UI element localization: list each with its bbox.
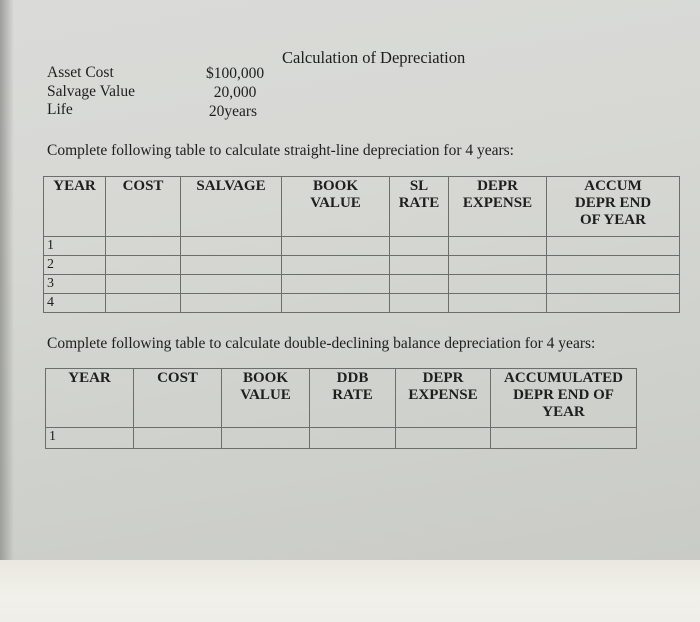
sl-header-sl-rate: SL RATE [390, 177, 449, 237]
life-label: Life [47, 101, 73, 118]
sl-header-salvage: SALVAGE [181, 177, 282, 237]
ddb-header-ddb-rate: DDB RATE [310, 369, 396, 428]
table-cell[interactable] [449, 237, 547, 256]
sl-header-year: YEAR [44, 177, 106, 237]
ddb-header-book-value: BOOK VALUE [222, 369, 310, 428]
table-cell[interactable] [106, 275, 181, 294]
table-cell[interactable] [449, 256, 547, 275]
table-cell[interactable] [310, 428, 396, 449]
table-row [44, 237, 680, 256]
desk-surface [0, 560, 700, 622]
table-cell[interactable] [181, 275, 282, 294]
table-cell[interactable] [181, 237, 282, 256]
salvage-value-value: 20,000 [213, 84, 257, 101]
table-cell[interactable] [547, 256, 680, 275]
table-cell[interactable] [390, 256, 449, 275]
ddb-header-row [46, 369, 637, 428]
asset-cost-label: Asset Cost [47, 64, 114, 81]
table-cell[interactable] [134, 428, 222, 449]
sl-header-book-value: BOOK VALUE [282, 177, 390, 237]
ddb-header-accumulated-depr: ACCUMULATED DEPR END OF YEAR [491, 369, 637, 428]
sl-header-accum-depr: ACCUM DEPR END OF YEAR [547, 177, 680, 237]
sl-header-depr-expense: DEPR EXPENSE [449, 177, 547, 237]
ddb-table [45, 368, 637, 449]
table-cell[interactable] [106, 294, 181, 313]
salvage-value-label: Salvage Value [47, 83, 135, 100]
asset-cost-value: $100,000 [205, 65, 265, 82]
sl-header-cost: COST [106, 177, 181, 237]
sl-row-year: 4 [44, 294, 106, 313]
table-row [44, 294, 680, 313]
table-cell[interactable] [282, 256, 390, 275]
table-cell[interactable] [222, 428, 310, 449]
table-cell[interactable] [390, 275, 449, 294]
table-cell[interactable] [282, 275, 390, 294]
sl-instruction: Complete following table to calculate straight-line depreciation for 4 years: [47, 142, 514, 159]
table-cell[interactable] [106, 237, 181, 256]
life-value: 20years [208, 103, 258, 120]
ddb-header-cost: COST [134, 369, 222, 428]
page-title: Calculation of Depreciation [282, 48, 466, 67]
ddb-instruction: Complete following table to calculate double-declining balance depreciation for 4 years: [47, 335, 596, 352]
table-cell[interactable] [390, 294, 449, 313]
table-cell[interactable] [390, 237, 449, 256]
ddb-header-depr-expense: DEPR EXPENSE [396, 369, 491, 428]
paper-edge-shadow [0, 0, 14, 560]
table-cell[interactable] [396, 428, 491, 449]
table-cell[interactable] [282, 237, 390, 256]
table-row [44, 256, 680, 275]
table-cell[interactable] [282, 294, 390, 313]
table-cell[interactable] [547, 294, 680, 313]
ddb-row-year: 1 [46, 428, 134, 449]
sl-header-row [44, 177, 680, 237]
table-cell[interactable] [547, 237, 680, 256]
table-cell[interactable] [449, 294, 547, 313]
table-cell[interactable] [181, 256, 282, 275]
sl-row-year: 1 [44, 237, 106, 256]
sl-row-year: 2 [44, 256, 106, 275]
table-cell[interactable] [181, 294, 282, 313]
table-cell[interactable] [547, 275, 680, 294]
table-cell[interactable] [106, 256, 181, 275]
ddb-header-year: YEAR [46, 369, 134, 428]
sl-row-year: 3 [44, 275, 106, 294]
sl-table [43, 176, 680, 313]
table-row [44, 275, 680, 294]
table-cell[interactable] [449, 275, 547, 294]
table-row [46, 428, 637, 449]
table-cell[interactable] [491, 428, 637, 449]
